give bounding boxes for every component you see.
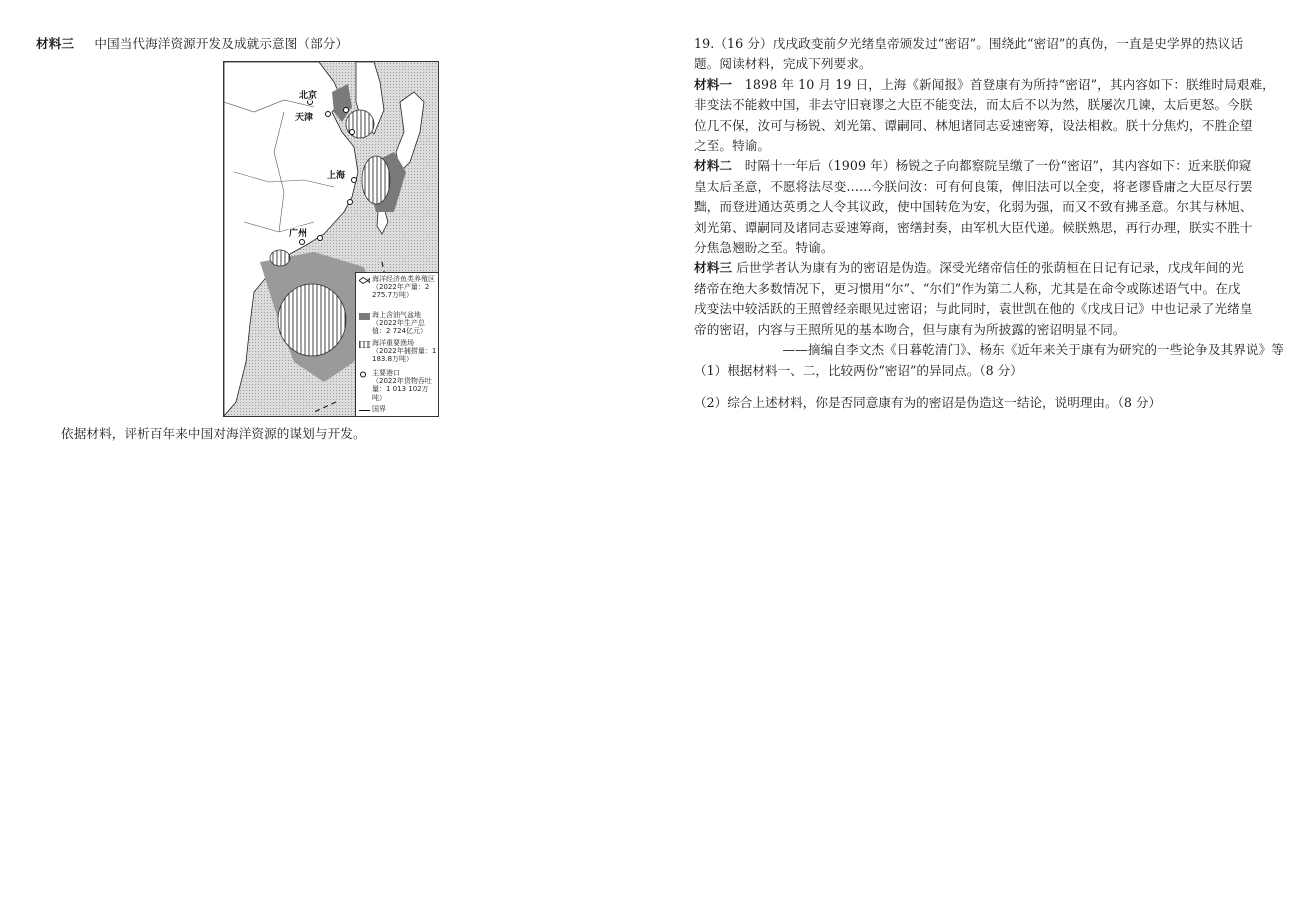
material1-line-4: 之至。特谕。 [694,138,771,154]
material2-line-5: 分焦急翘盼之至。特谕。 [694,240,834,256]
port-tianjin [326,112,331,117]
material2-line-2: 皇太后圣意，不愿将法尽变……今朕问汝：可有何良策，俾旧法可以全变，将老谬昏庸之大臣尽行罢 [694,178,1253,194]
map-legend: 海洋经济鱼类养殖区 （2022年产量：2 275.7万吨） 海上含油气盆地 （2022年生产总值：2 724亿元） 海洋重要渔场 （2022年捕捞量：1 183.8万吨） 主要港口 （2022年货物吞吐量：1 013 102万吨） 国界 [355,272,438,416]
material3-line-2: 绪帝在绝大多数情况下，更习惯用“尔”、“尔们”作为第二人称，尤其是在命令或陈述语气中。在戊 [694,280,1241,296]
city-guangzhou: 广州 [288,226,308,239]
material3-question: 依据材料，评析百年来中国对海洋资源的谋划与开发。 [61,426,366,441]
material3-heading [36,34,348,54]
material3-label: 材料三 [36,36,75,51]
material3-title: 中国当代海洋资源开发及成就示意图（部分） [94,36,349,51]
q19-line-2: 题。阅读材料，完成下列要求。 [694,56,872,72]
port-ningbo [348,200,353,205]
fishery-south-sea [278,284,346,356]
sub-question-1: （1）根据材料一、二，比较两份“密诏”的异同点。（8 分） [694,362,1023,378]
material2-label: 材料二 [694,158,733,174]
source-citation: ——摘编自李文杰《日暮乾清门》、杨东《近年来关于康有为研究的一些论争及其界说》等 [782,342,1284,358]
city-tianjin: 天津 [294,110,314,123]
port-dalian [344,108,349,113]
port-guangzhou [300,240,305,245]
material1-line-1: 材料一 1898 年 10 月 19 日，上海《新闻报》首登康有为所持“密诏”，其内容如下：朕维时局艰难， [694,76,1275,92]
port-shanghai [352,178,357,183]
fishery-beibu [270,250,290,266]
ocean-resources-map [223,61,439,417]
material2-line-1: 材料二 时隔十一年后（1909 年）杨锐之子向都察院呈缴了一份“密诏”，其内容如下：近来朕仰窥 [694,158,1252,174]
sub-question-2: （2）综合上述材料，你是否同意康有为的密诏是伪造这一结论，说明理由。（8 分） [694,394,1162,410]
fishery-east-sea [362,156,390,204]
material2-line-3: 黜，而登进通达英勇之人令其议政，使中国转危为安，化弱为强，而又不致有拂圣意。尔其与林旭、 [694,199,1253,215]
port-icon [359,371,370,378]
oil-gas-swatch-icon [359,313,370,320]
city-shanghai: 上海 [326,168,346,181]
material1-label: 材料一 [694,76,733,92]
fish-icon [359,277,370,284]
q19-line-1: 19.（16 分）戊戌政变前夕光绪皇帝颁发过“密诏”。围绕此“密诏”的真伪，一直是史学界的热议话 [694,36,1244,51]
border-line-icon [359,407,370,414]
material1-line-2: 非变法不能救中国，非去守旧衰谬之大臣不能变法，而太后不以为然，朕屡次几谏，太后更怒。今朕 [694,97,1253,113]
material3-line-3: 戌变法中较活跃的王照曾经亲眼见过密诏；与此同时，袁世凯在他的《戊戌日记》中也记录了光绪皇 [694,301,1253,317]
port-qingdao [350,130,355,135]
material3-line-4: 帝的密诏，内容与王照所见的基本吻合，但与康有为所披露的密诏明显不同。 [694,321,1126,337]
material1-line-3: 位几不保，汝可与杨锐、刘光第、谭嗣同、林旭诸同志妥速密筹，设法相救。朕十分焦灼，不胜企望 [694,117,1253,133]
city-beijing: 北京 [298,88,318,101]
right-column [694,34,1284,413]
material3-line-1: 材料三 后世学者认为康有为的密诏是伪造。深受光绪帝信任的张荫桓在日记有记录，戊戌年间的光 [694,260,1244,276]
port-shenzhen [318,236,323,241]
fishery-hatch-icon [359,341,370,348]
material3-right-label: 材料三 [694,260,733,276]
material2-line-4: 刘光第、谭嗣同及诸同志妥速筹商，密缮封奏，由军机大臣代递。候朕熟思，再行办理，朕实不胜十 [694,219,1253,235]
